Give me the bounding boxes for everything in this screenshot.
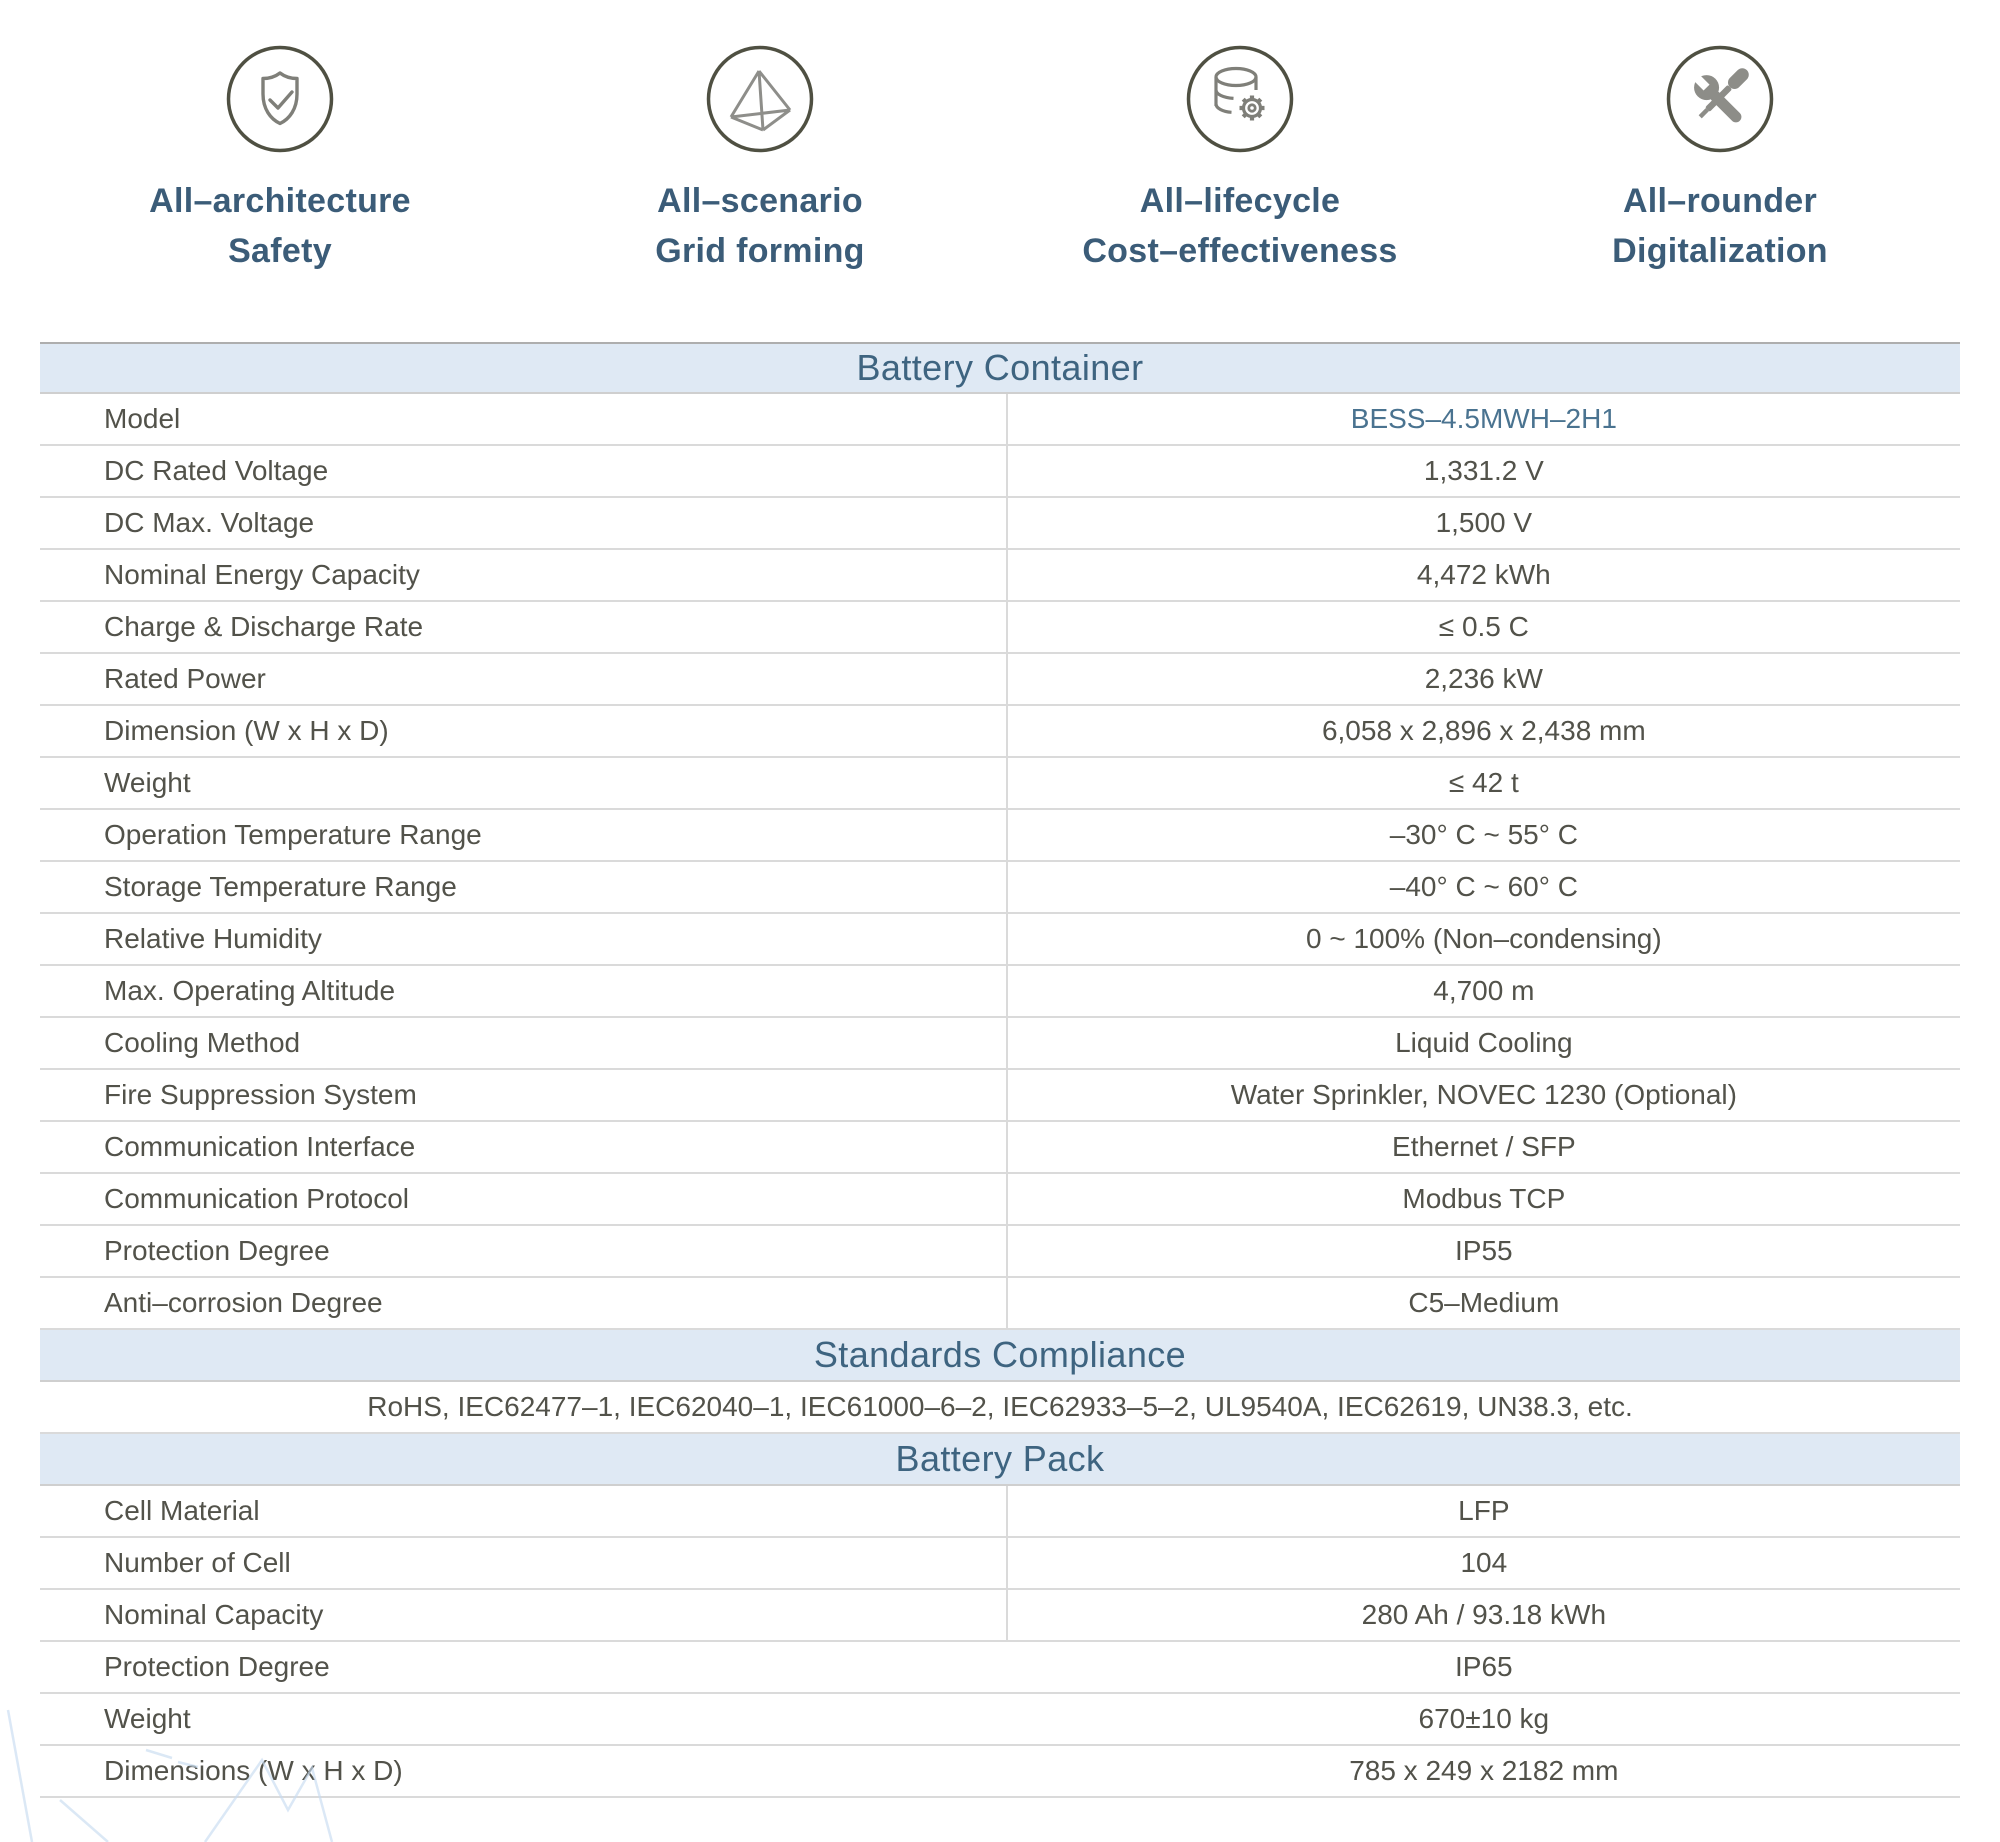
spec-value: ≤ 42 t [1448,767,1519,798]
spec-value: 280 Ah / 93.18 kWh [1361,1599,1607,1630]
database-gear-icon [1185,44,1295,154]
table-row [40,1226,1960,1278]
feature-cost-effectiveness [1000,44,1480,276]
table-row [40,1486,1960,1538]
spec-value: 2,236 kW [1424,663,1543,694]
table-row [40,654,1960,706]
table-row [40,1642,1960,1694]
table-row [40,914,1960,966]
spec-label: Relative Humidity [40,914,1008,964]
shield-check-icon [225,44,335,154]
spec-value: LFP [1458,1495,1510,1526]
table-row [40,1018,1960,1070]
table-row [40,758,1960,810]
table-row [40,706,1960,758]
spec-label: Cell Material [40,1486,1008,1536]
spec-value: C5–Medium [1408,1287,1560,1318]
tetrahedron-icon [705,44,815,154]
table-row [40,602,1960,654]
feature-caption-line2: Cost–effectiveness [1082,232,1398,270]
section-header-battery-container: Battery Container [40,342,1960,394]
spec-label: Weight [40,758,1008,808]
table-row [40,1590,1960,1642]
spec-label: Protection Degree [40,1226,1008,1276]
spec-value: ≤ 0.5 C [1438,611,1529,642]
spec-value: 1,331.2 V [1423,455,1544,486]
spec-value: BESS–4.5MWH–2H1 [1350,403,1617,434]
table-row [40,1070,1960,1122]
feature-caption-line1: All–rounder [1622,182,1818,220]
spec-label: Dimension (W x H x D) [40,706,1008,756]
feature-caption-line2: Safety [228,232,332,270]
feature-caption-line1: All–lifecycle [1139,182,1341,220]
spec-label: Protection Degree [104,1651,330,1682]
standards-compliance-text: RoHS, IEC62477–1, IEC62040–1, IEC61000–6–2, IEC62933–5–2, UL9540A, IEC62619, UN38.3, etc. [40,1382,1960,1434]
crossed-tools-icon [1665,44,1775,154]
feature-caption-line2: Grid forming [655,232,865,270]
spec-label: Communication Interface [40,1122,1008,1172]
spec-value: –30° C ~ 55° C [1389,819,1578,850]
spec-label: Anti–corrosion Degree [40,1278,1008,1328]
table-row [40,810,1960,862]
spec-label: Number of Cell [40,1538,1008,1588]
feature-safety [40,44,520,276]
spec-value: 1,500 V [1435,507,1533,538]
spec-value: 4,472 kWh [1416,559,1551,590]
spec-label: Communication Protocol [40,1174,1008,1224]
spec-label: Weight [104,1703,191,1734]
table-row [40,550,1960,602]
spec-value: –40° C ~ 60° C [1389,871,1578,902]
spec-value: IP55 [1455,1235,1513,1266]
spec-label: Dimensions (W x H x D) [104,1755,403,1786]
spec-label: Nominal Capacity [40,1590,1008,1640]
feature-digitalization [1480,44,1960,276]
feature-caption [40,176,520,276]
table-row [40,1278,1960,1330]
spec-label: DC Max. Voltage [40,498,1008,548]
spec-value: IP65 [1455,1651,1513,1682]
table-row [40,862,1960,914]
feature-caption-line2: Digitalization [1612,232,1828,270]
feature-caption-line1: All–scenario [657,182,863,220]
feature-caption [1000,176,1480,276]
spec-value: 0 ~ 100% (Non–condensing) [1305,923,1662,954]
spec-label: Storage Temperature Range [40,862,1008,912]
spec-table [40,342,1960,1798]
section-header-standards-compliance: Standards Compliance [40,1330,1960,1382]
spec-value: 670±10 kg [1418,1703,1550,1734]
spec-value: 6,058 x 2,896 x 2,438 mm [1321,715,1646,746]
table-row [40,1174,1960,1226]
section-header-battery-pack: Battery Pack [40,1434,1960,1486]
spec-label: Model [40,394,1008,444]
spec-label: Max. Operating Altitude [40,966,1008,1016]
table-row [40,1694,1960,1746]
spec-label: Cooling Method [40,1018,1008,1068]
spec-value: Liquid Cooling [1395,1027,1573,1058]
feature-row [40,44,1960,276]
table-row [40,1122,1960,1174]
feature-caption [1480,176,1960,276]
table-row [40,394,1960,446]
spec-value: Ethernet / SFP [1392,1131,1576,1162]
spec-label: Operation Temperature Range [40,810,1008,860]
spec-label: Rated Power [40,654,1008,704]
spec-value: 785 x 249 x 2182 mm [1349,1755,1619,1786]
table-row [40,1746,1960,1798]
table-row [40,446,1960,498]
table-row [40,966,1960,1018]
table-row [40,1538,1960,1590]
feature-caption [520,176,1000,276]
spec-label: Fire Suppression System [40,1070,1008,1120]
spec-value: 104 [1460,1547,1508,1578]
spec-label: Nominal Energy Capacity [40,550,1008,600]
spec-label: DC Rated Voltage [40,446,1008,496]
spec-value: Water Sprinkler, NOVEC 1230 (Optional) [1230,1079,1737,1110]
feature-grid-forming [520,44,1000,276]
spec-value: Modbus TCP [1402,1183,1566,1214]
spec-value: 4,700 m [1433,975,1535,1006]
table-row [40,498,1960,550]
feature-caption-line1: All–architecture [149,182,411,220]
spec-label: Charge & Discharge Rate [40,602,1008,652]
